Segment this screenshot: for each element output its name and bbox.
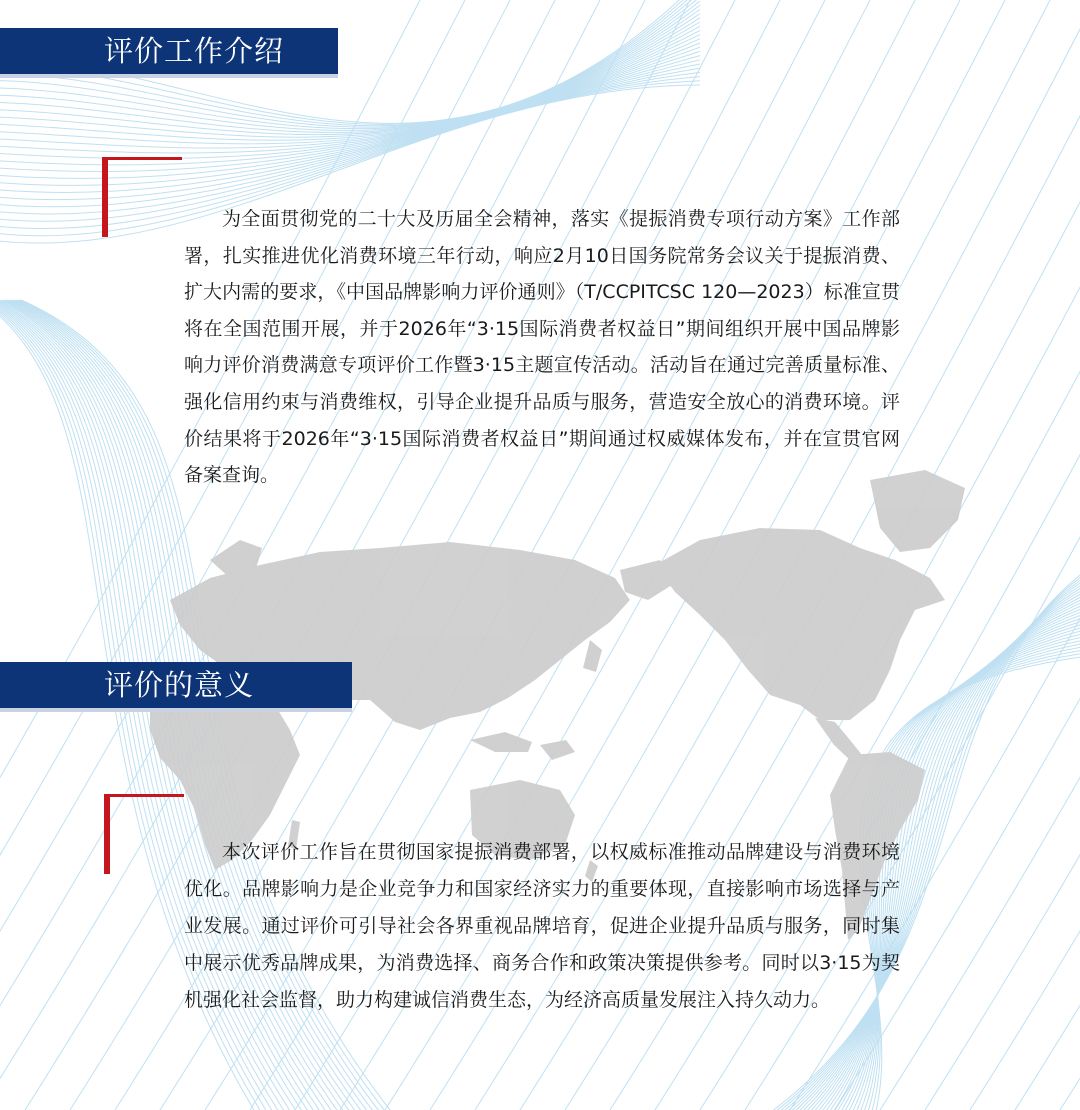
section-title-evaluation-intro: 评价工作介绍 (0, 28, 338, 74)
evaluation-significance-paragraph: 本次评价工作旨在贯彻国家提振消费部署，以权威标准推动品牌建设与消费环境优化。品牌影响力是企业竞争力和国家经济实力的重要体现，直接影响市场选择与产业发展。通过评价可引导社会各界重视品牌培育，促进企业提升品质与服务，同时集中展示优秀品牌成果，为消费选择、商务合作和政策决策提供参考。同时以3·15为契机强化社会监督，助力构建诚信消费生态，为经济高质量发展注入持久动力。 (184, 841, 900, 1011)
corner-accent-mark (104, 794, 184, 874)
section-title-evaluation-significance: 评价的意义 (0, 662, 352, 708)
corner-accent-mark (102, 157, 182, 237)
evaluation-intro-paragraph: 为全面贯彻党的二十大及历届全会精神，落实《提振消费专项行动方案》工作部署，扎实推进优化消费环境三年行动，响应2月10日国务院常务会议关于提振消费、扩大内需的要求，《中国品牌影响力评价通则》（T/CCPITCSC 120—2023）标准宣贯将在全国范围开展，并于2026年“3·15国际消费者权益日”期间组织开展中国品牌影响力评价消费满意专项评价工作暨3·15主题宣传活动。活动旨在通过完善质量标准、强化信用约束与消费维权，引导企业提升品质与服务，营造安全放心的消费环境。评价结果将于2026年“3·15国际消费者权益日”期间通过权威媒体发布，并在宣贯官网备案查询。 (184, 208, 900, 487)
